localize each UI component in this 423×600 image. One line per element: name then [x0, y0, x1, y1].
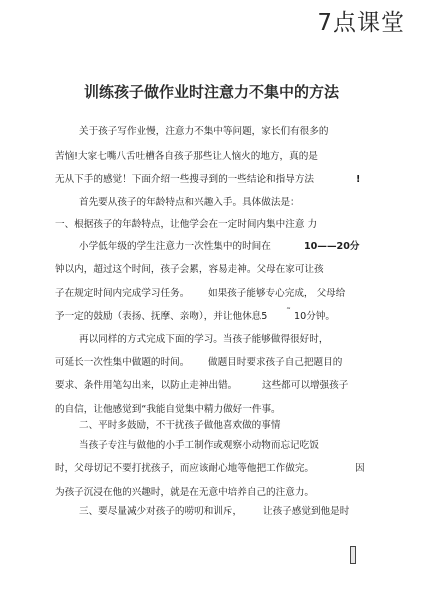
section-2-line-2: 时，父母切记不要打扰孩子，而应该耐心地等他把工作做完。: [55, 463, 315, 474]
section-1-line-3b: 如果孩子能够专心完成， 父母给: [208, 288, 346, 299]
section-1-duration: 10——20分: [304, 241, 360, 252]
section-2-line-3: 为孩子沉浸在他的兴趣时，就是在无意中培养自己的注意力。: [55, 487, 315, 498]
para-2-line-4: 的自信，让他感觉到“我能自觉集中精力做好一件事。: [55, 404, 281, 415]
section-2-heading: 二、平时多鼓励，不干扰孩子做他喜欢做的事情: [79, 420, 281, 431]
para-2-line-1: 再以同样的方式完成下面的学习。当孩子能够做得很好时，: [79, 334, 329, 345]
section-2-line-2-tail: 因: [355, 463, 365, 474]
para-2-line-2b: 做题目时要求孩子自己把题目的: [208, 357, 343, 368]
section-3-heading-tail: 让孩子感觉到他是时: [263, 506, 350, 517]
para-2-line-3b: 这些都可以增强孩子: [262, 380, 349, 391]
intro-line-2: 苦恼!大家七嘴八舌吐槽各自孩子那些让人恼火的地方，真的是: [55, 151, 318, 162]
section-3-heading: 三、要尽量减少对孩子的唠叨和训斥，: [79, 506, 243, 517]
para-2-line-3a: 要求、条件用笔勾出来，以防止走神出错。: [55, 380, 238, 391]
para-2-line-2a: 可延长一次性集中做题的时间。: [55, 357, 190, 368]
document-title: 训练孩子做作业时注意力不集中的方法: [83, 83, 339, 101]
section-1-line-4-tail: 10分钟。: [294, 311, 335, 322]
intro-line-4: 首先要从孩子的年龄特点和兴趣入手。具体做法是：: [79, 197, 300, 208]
section-1-tilde: ˜: [286, 307, 291, 318]
brand-watermark: 7点课堂: [317, 10, 405, 36]
section-2-line-1: 当孩子专注与做他的小手工制作或观察小动物而忘记吃饭: [79, 440, 319, 451]
intro-line-3: 无从下手的感觉！下面介绍一些搜寻到的一些结论和指导方法: [55, 174, 315, 185]
section-1-line-1: 小学低年级的学生注意力一次性集中的时间在: [79, 241, 271, 252]
intro-mark: !: [356, 174, 361, 185]
section-1-line-2: 钟以内，超过这个时间，孩子会累，容易走神。父母在家可让孩: [55, 264, 324, 275]
intro-line-1: 关于孩子写作业慢，注意力不集中等问题，家长们有很多的: [79, 126, 329, 137]
section-1-line-4: 予一定的鼓励（表扬、抚摩、亲吻），并让他休息5: [55, 311, 268, 322]
section-1-line-3a: 子在规定时间内完成学习任务。: [55, 288, 190, 299]
section-1-heading: 一、根据孩子的年龄特点，让他学会在一定时间内集中注意 力: [55, 219, 318, 230]
page-marker-icon: [350, 546, 356, 564]
